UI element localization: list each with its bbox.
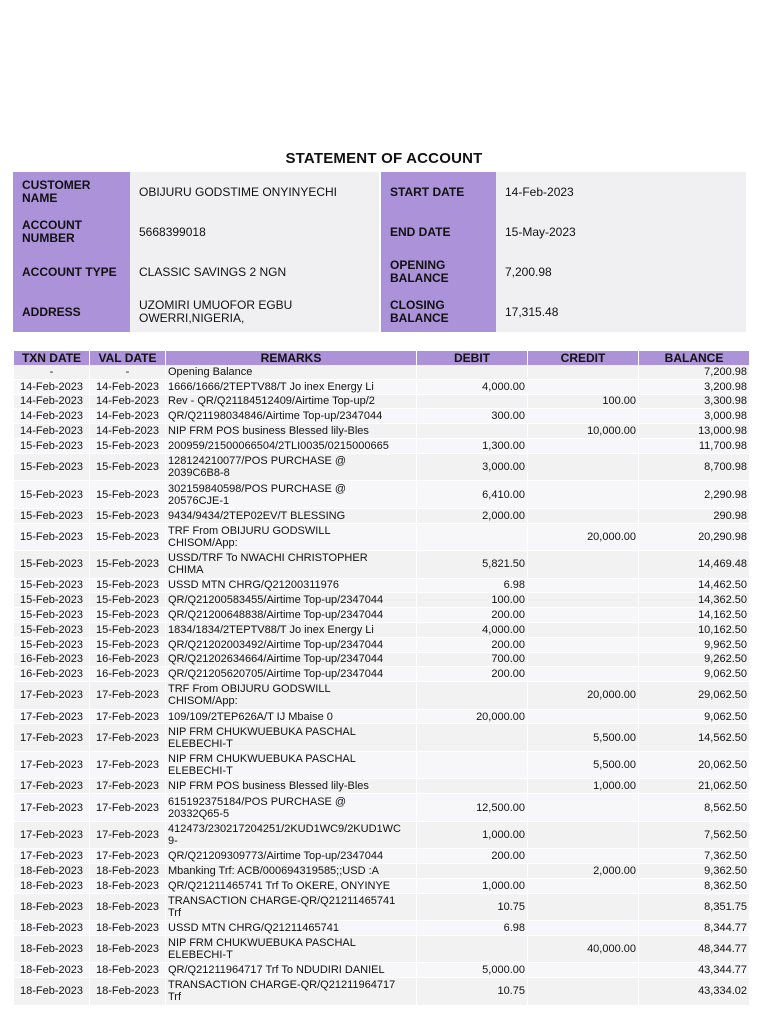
txn-date-cell: 14-Feb-2023 <box>14 395 89 410</box>
table-row <box>14 551 749 579</box>
balance-cell: 14,362.50 <box>639 593 749 608</box>
balance-cell: 43,334.02 <box>639 978 749 1006</box>
txn-date-cell: 15-Feb-2023 <box>14 454 89 482</box>
credit-cell <box>528 409 638 424</box>
val-date-cell: 15-Feb-2023 <box>90 524 165 552</box>
credit-cell <box>528 921 638 936</box>
balance-cell: 21,062.50 <box>639 779 749 794</box>
val-date-cell: 15-Feb-2023 <box>90 454 165 482</box>
credit-cell <box>528 439 638 454</box>
txn-date-cell: 14-Feb-2023 <box>14 424 89 439</box>
credit-cell: 2,000.00 <box>528 864 638 879</box>
txn-date-cell: 17-Feb-2023 <box>14 779 89 794</box>
table-row <box>14 608 749 623</box>
balance-cell: 48,344.77 <box>639 936 749 964</box>
table-row <box>14 481 749 509</box>
page-title: STATEMENT OF ACCOUNT <box>285 150 483 167</box>
remarks-cell: QR/Q21202003492/Airtime Top-up/2347044 <box>166 638 416 653</box>
balance-cell: 9,062.50 <box>639 710 749 725</box>
remarks-line: TRANSACTION CHARGE-QR/Q21211964717 <box>168 979 396 992</box>
remarks-line: ELEBECHI-T <box>168 737 233 750</box>
table-row <box>14 524 749 552</box>
remarks-cell: USSD MTN CHRG/Q21211465741 <box>166 921 416 936</box>
debit-cell: 6.98 <box>417 921 527 936</box>
transactions-table <box>13 351 750 1006</box>
column-header-txn-date: TXN DATE <box>14 351 89 365</box>
remarks-line: 9- <box>168 835 178 847</box>
column-header-val-date: VAL DATE <box>90 351 165 365</box>
credit-cell: 40,000.00 <box>528 936 638 964</box>
table-row <box>14 380 749 395</box>
balance-cell: 11,700.98 <box>639 439 749 454</box>
debit-cell <box>417 752 527 780</box>
credit-cell: 20,000.00 <box>528 682 638 710</box>
remarks-line: 20576CJE-1 <box>168 494 230 507</box>
remarks-line: 412473/230217204251/2KUD1WC9/2KUD1WC <box>168 823 401 835</box>
account-type-value: CLASSIC SAVINGS 2 NGN <box>139 264 287 279</box>
remarks-line: TRANSACTION CHARGE-QR/Q21211465741 <box>168 894 396 907</box>
debit-cell <box>417 424 527 439</box>
remarks-cell <box>166 978 416 1006</box>
balance-cell: 14,162.50 <box>639 608 749 623</box>
val-date-cell: 17-Feb-2023 <box>90 822 165 850</box>
remarks-line: TRF From OBIJURU GODSWILL <box>168 683 331 696</box>
txn-date-cell: 17-Feb-2023 <box>14 710 89 725</box>
debit-cell <box>417 524 527 552</box>
debit-cell: 5,000.00 <box>417 963 527 978</box>
balance-cell: 3,200.98 <box>639 380 749 395</box>
val-date-cell: 17-Feb-2023 <box>90 682 165 710</box>
val-date-cell: 18-Feb-2023 <box>90 963 165 978</box>
remarks-line: CHIMA <box>168 564 204 577</box>
txn-date-cell: 15-Feb-2023 <box>14 509 89 524</box>
remarks-line: 2039C6B8-8 <box>168 467 230 480</box>
remarks-line: CHISOM/App: <box>168 695 238 708</box>
txn-date-cell: 18-Feb-2023 <box>14 921 89 936</box>
val-date-cell: 16-Feb-2023 <box>90 653 165 668</box>
credit-cell <box>528 365 638 380</box>
closing-balance-label: CLOSING BALANCE <box>381 292 496 332</box>
remarks-line: ELEBECHI-T <box>168 765 233 778</box>
balance-cell: 14,562.50 <box>639 724 749 752</box>
closing-balance-value: 17,315.48 <box>505 304 559 319</box>
val-date-cell: 16-Feb-2023 <box>90 667 165 682</box>
remarks-cell: QR/Q21205620705/Airtime Top-up/2347044 <box>166 667 416 682</box>
column-header-remarks: REMARKS <box>166 351 416 365</box>
txn-date-cell: 18-Feb-2023 <box>14 936 89 964</box>
column-header-debit: DEBIT <box>417 351 527 365</box>
credit-cell <box>528 710 638 725</box>
remarks-cell: 9434/9434/2TEP02EV/T BLESSING <box>166 509 416 524</box>
debit-cell <box>417 365 527 380</box>
remarks-line: NIP FRM CHUKWUEBUKA PASCHAL <box>168 937 356 950</box>
val-date-cell: 15-Feb-2023 <box>90 623 165 638</box>
credit-cell <box>528 551 638 579</box>
credit-cell <box>528 380 638 395</box>
remarks-cell <box>166 822 416 850</box>
table-header-row <box>14 351 749 365</box>
credit-cell <box>528 794 638 822</box>
val-date-cell: 14-Feb-2023 <box>90 424 165 439</box>
customer-name-label: CUSTOMER NAME <box>13 172 130 212</box>
credit-cell <box>528 509 638 524</box>
remarks-line: CHISOM/App: <box>168 536 238 549</box>
remarks-cell <box>166 524 416 552</box>
txn-date-cell: 17-Feb-2023 <box>14 752 89 780</box>
debit-cell: 100.00 <box>417 593 527 608</box>
credit-cell <box>528 894 638 922</box>
txn-date-cell: 17-Feb-2023 <box>14 849 89 864</box>
debit-cell: 20,000.00 <box>417 710 527 725</box>
table-row <box>14 978 749 1006</box>
remarks-line: Trf <box>168 991 182 1004</box>
account-type-label: ACCOUNT TYPE <box>13 252 130 292</box>
txn-date-cell: 15-Feb-2023 <box>14 623 89 638</box>
credit-cell: 10,000.00 <box>528 424 638 439</box>
balance-cell: 7,562.50 <box>639 822 749 850</box>
debit-cell: 6.98 <box>417 579 527 594</box>
balance-cell: 8,362.50 <box>639 879 749 894</box>
remarks-cell: 1666/1666/2TEPTV88/T Jo inex Energy Li <box>166 380 416 395</box>
table-row <box>14 509 749 524</box>
debit-cell: 200.00 <box>417 638 527 653</box>
table-row <box>14 579 749 594</box>
credit-cell <box>528 963 638 978</box>
remarks-cell <box>166 724 416 752</box>
remarks-cell <box>166 551 416 579</box>
table-row <box>14 779 749 794</box>
account-info-table <box>13 172 746 332</box>
table-row <box>14 454 749 482</box>
balance-cell: 7,362.50 <box>639 849 749 864</box>
debit-cell: 200.00 <box>417 608 527 623</box>
table-row <box>14 822 749 850</box>
balance-cell: 20,062.50 <box>639 752 749 780</box>
debit-cell: 6,410.00 <box>417 481 527 509</box>
remarks-line: NIP FRM CHUKWUEBUKA PASCHAL <box>168 725 356 738</box>
debit-cell: 2,000.00 <box>417 509 527 524</box>
debit-cell: 3,000.00 <box>417 454 527 482</box>
credit-cell <box>528 978 638 1006</box>
remarks-cell: Rev - QR/Q21184512409/Airtime Top-up/2 <box>166 395 416 410</box>
debit-cell <box>417 682 527 710</box>
txn-date-cell: 17-Feb-2023 <box>14 794 89 822</box>
remarks-cell <box>166 936 416 964</box>
val-date-cell: 17-Feb-2023 <box>90 752 165 780</box>
table-row <box>14 365 749 380</box>
balance-cell: 2,290.98 <box>639 481 749 509</box>
txn-date-cell: 18-Feb-2023 <box>14 978 89 1006</box>
val-date-cell: 18-Feb-2023 <box>90 864 165 879</box>
remarks-line: 302159840598/POS PURCHASE @ <box>168 482 347 495</box>
val-date-cell: 17-Feb-2023 <box>90 794 165 822</box>
val-date-cell: 15-Feb-2023 <box>90 551 165 579</box>
balance-cell: 8,351.75 <box>639 894 749 922</box>
credit-cell <box>528 454 638 482</box>
debit-cell: 1,000.00 <box>417 822 527 850</box>
debit-cell: 4,000.00 <box>417 623 527 638</box>
txn-date-cell: - <box>14 365 89 380</box>
table-row <box>14 936 749 964</box>
remarks-cell: Opening Balance <box>166 365 416 380</box>
remarks-cell: QR/Q21200648838/Airtime Top-up/2347044 <box>166 608 416 623</box>
opening-balance-value: 7,200.98 <box>505 264 552 279</box>
txn-date-cell: 15-Feb-2023 <box>14 439 89 454</box>
txn-date-cell: 18-Feb-2023 <box>14 879 89 894</box>
remarks-cell: QR/Q21202634664/Airtime Top-up/2347044 <box>166 653 416 668</box>
table-row <box>14 395 749 410</box>
debit-cell: 1,300.00 <box>417 439 527 454</box>
table-row <box>14 638 749 653</box>
val-date-cell: 15-Feb-2023 <box>90 439 165 454</box>
balance-cell: 13,000.98 <box>639 424 749 439</box>
end-date-label: END DATE <box>381 212 496 252</box>
debit-cell: 5,821.50 <box>417 551 527 579</box>
table-row <box>14 653 749 668</box>
remarks-cell <box>166 481 416 509</box>
start-date-value: 14-Feb-2023 <box>505 184 574 199</box>
credit-cell: 20,000.00 <box>528 524 638 552</box>
column-header-credit: CREDIT <box>528 351 638 365</box>
table-row <box>14 894 749 922</box>
credit-cell <box>528 879 638 894</box>
remarks-cell: NIP FRM POS business Blessed lily-Bles <box>166 424 416 439</box>
remarks-line: 615192375184/POS PURCHASE @ <box>168 795 347 808</box>
debit-cell: 700.00 <box>417 653 527 668</box>
val-date-cell: - <box>90 365 165 380</box>
txn-date-cell: 14-Feb-2023 <box>14 409 89 424</box>
remarks-cell: QR/Q21200583455/Airtime Top-up/2347044 <box>166 593 416 608</box>
table-row <box>14 424 749 439</box>
val-date-cell: 15-Feb-2023 <box>90 638 165 653</box>
txn-date-cell: 15-Feb-2023 <box>14 579 89 594</box>
credit-cell <box>528 653 638 668</box>
table-row <box>14 752 749 780</box>
remarks-cell: QR/Q21209309773/Airtime Top-up/2347044 <box>166 849 416 864</box>
remarks-line: 128124210077/POS PURCHASE @ <box>168 455 347 468</box>
debit-cell: 12,500.00 <box>417 794 527 822</box>
credit-cell: 5,500.00 <box>528 724 638 752</box>
balance-cell: 8,344.77 <box>639 921 749 936</box>
balance-cell: 9,062.50 <box>639 667 749 682</box>
credit-cell <box>528 849 638 864</box>
val-date-cell: 15-Feb-2023 <box>90 509 165 524</box>
table-row <box>14 682 749 710</box>
credit-cell: 100.00 <box>528 395 638 410</box>
txn-date-cell: 14-Feb-2023 <box>14 380 89 395</box>
end-date-value: 15-May-2023 <box>505 224 576 239</box>
remarks-cell <box>166 894 416 922</box>
debit-cell <box>417 936 527 964</box>
txn-date-cell: 17-Feb-2023 <box>14 724 89 752</box>
balance-cell: 14,469.48 <box>639 551 749 579</box>
txn-date-cell: 17-Feb-2023 <box>14 822 89 850</box>
val-date-cell: 15-Feb-2023 <box>90 579 165 594</box>
credit-cell: 5,500.00 <box>528 752 638 780</box>
remarks-cell: QR/Q21211465741 Trf To OKERE, ONYINYE <box>166 879 416 894</box>
remarks-cell: USSD MTN CHRG/Q21200311976 <box>166 579 416 594</box>
txn-date-cell: 18-Feb-2023 <box>14 864 89 879</box>
table-row <box>14 724 749 752</box>
balance-cell: 9,362.50 <box>639 864 749 879</box>
remarks-line: ELEBECHI-T <box>168 949 233 962</box>
balance-cell: 290.98 <box>639 509 749 524</box>
address-value: UZOMIRI UMUOFOR EGBU OWERRI,NIGERIA, <box>139 298 293 325</box>
balance-cell: 20,290.98 <box>639 524 749 552</box>
balance-cell: 8,562.50 <box>639 794 749 822</box>
credit-cell: 1,000.00 <box>528 779 638 794</box>
remarks-cell: QR/Q21198034846/Airtime Top-up/2347044 <box>166 409 416 424</box>
remarks-line: USSD/TRF To NWACHI CHRISTOPHER <box>168 552 368 565</box>
txn-date-cell: 15-Feb-2023 <box>14 608 89 623</box>
val-date-cell: 18-Feb-2023 <box>90 936 165 964</box>
debit-cell: 300.00 <box>417 409 527 424</box>
val-date-cell: 15-Feb-2023 <box>90 593 165 608</box>
debit-cell <box>417 395 527 410</box>
remarks-cell: 109/109/2TEP626A/T IJ Mbaise 0 <box>166 710 416 725</box>
balance-cell: 9,962.50 <box>639 638 749 653</box>
remarks-cell: Mbanking Trf: ACB/000694319585;;USD :A <box>166 864 416 879</box>
val-date-cell: 15-Feb-2023 <box>90 608 165 623</box>
val-date-cell: 14-Feb-2023 <box>90 395 165 410</box>
table-row <box>14 710 749 725</box>
table-row <box>14 963 749 978</box>
credit-cell <box>528 667 638 682</box>
txn-date-cell: 18-Feb-2023 <box>14 894 89 922</box>
table-row <box>14 667 749 682</box>
debit-cell: 4,000.00 <box>417 380 527 395</box>
val-date-cell: 14-Feb-2023 <box>90 409 165 424</box>
credit-cell <box>528 623 638 638</box>
balance-cell: 10,162.50 <box>639 623 749 638</box>
transactions-body <box>14 365 749 1006</box>
remarks-cell: 200959/21500066504/2TLI0035/0215000665 <box>166 439 416 454</box>
balance-cell: 3,300.98 <box>639 395 749 410</box>
debit-cell: 1,000.00 <box>417 879 527 894</box>
opening-balance-label: OPENING BALANCE <box>381 252 496 292</box>
remarks-cell <box>166 454 416 482</box>
balance-cell: 29,062.50 <box>639 682 749 710</box>
remarks-line: Trf <box>168 906 182 919</box>
debit-cell: 200.00 <box>417 667 527 682</box>
remarks-line: TRF From OBIJURU GODSWILL <box>168 524 331 537</box>
val-date-cell: 17-Feb-2023 <box>90 724 165 752</box>
remarks-cell <box>166 794 416 822</box>
table-row <box>14 794 749 822</box>
balance-cell: 43,344.77 <box>639 963 749 978</box>
val-date-cell: 18-Feb-2023 <box>90 978 165 1006</box>
val-date-cell: 15-Feb-2023 <box>90 481 165 509</box>
remarks-cell: NIP FRM POS business Blessed lily-Bles <box>166 779 416 794</box>
txn-date-cell: 15-Feb-2023 <box>14 593 89 608</box>
table-row <box>14 623 749 638</box>
val-date-cell: 18-Feb-2023 <box>90 894 165 922</box>
val-date-cell: 17-Feb-2023 <box>90 779 165 794</box>
val-date-cell: 14-Feb-2023 <box>90 380 165 395</box>
debit-cell: 200.00 <box>417 849 527 864</box>
txn-date-cell: 18-Feb-2023 <box>14 963 89 978</box>
credit-cell <box>528 579 638 594</box>
table-row <box>14 921 749 936</box>
debit-cell <box>417 864 527 879</box>
table-row <box>14 439 749 454</box>
remarks-line: NIP FRM CHUKWUEBUKA PASCHAL <box>168 753 356 766</box>
val-date-cell: 17-Feb-2023 <box>90 849 165 864</box>
val-date-cell: 18-Feb-2023 <box>90 879 165 894</box>
balance-cell: 14,462.50 <box>639 579 749 594</box>
txn-date-cell: 15-Feb-2023 <box>14 638 89 653</box>
txn-date-cell: 17-Feb-2023 <box>14 682 89 710</box>
account-number-label: ACCOUNT NUMBER <box>13 212 130 252</box>
column-header-balance: BALANCE <box>639 351 749 365</box>
debit-cell: 10.75 <box>417 894 527 922</box>
address-label: ADDRESS <box>13 292 130 332</box>
remarks-cell <box>166 752 416 780</box>
customer-name-value: OBIJURU GODSTIME ONYINYECHI <box>139 184 338 199</box>
table-row <box>14 864 749 879</box>
txn-date-cell: 16-Feb-2023 <box>14 667 89 682</box>
remarks-cell <box>166 682 416 710</box>
credit-cell <box>528 822 638 850</box>
table-row <box>14 593 749 608</box>
txn-date-cell: 16-Feb-2023 <box>14 653 89 668</box>
remarks-cell: 1834/1834/2TEPTV88/T Jo inex Energy Li <box>166 623 416 638</box>
credit-cell <box>528 608 638 623</box>
account-number-value: 5668399018 <box>139 224 206 239</box>
val-date-cell: 18-Feb-2023 <box>90 921 165 936</box>
remarks-line: 20332Q65-5 <box>168 807 230 820</box>
credit-cell <box>528 593 638 608</box>
txn-date-cell: 15-Feb-2023 <box>14 481 89 509</box>
balance-cell: 7,200.98 <box>639 365 749 380</box>
balance-cell: 9,262.50 <box>639 653 749 668</box>
val-date-cell: 17-Feb-2023 <box>90 710 165 725</box>
table-row <box>14 409 749 424</box>
balance-cell: 8,700.98 <box>639 454 749 482</box>
table-row <box>14 849 749 864</box>
txn-date-cell: 15-Feb-2023 <box>14 524 89 552</box>
remarks-cell: QR/Q21211964717 Trf To NDUDIRI DANIEL <box>166 963 416 978</box>
balance-cell: 3,000.98 <box>639 409 749 424</box>
table-row <box>14 879 749 894</box>
txn-date-cell: 15-Feb-2023 <box>14 551 89 579</box>
credit-cell <box>528 638 638 653</box>
debit-cell <box>417 779 527 794</box>
debit-cell <box>417 724 527 752</box>
start-date-label: START DATE <box>381 172 496 212</box>
credit-cell <box>528 481 638 509</box>
debit-cell: 10.75 <box>417 978 527 1006</box>
